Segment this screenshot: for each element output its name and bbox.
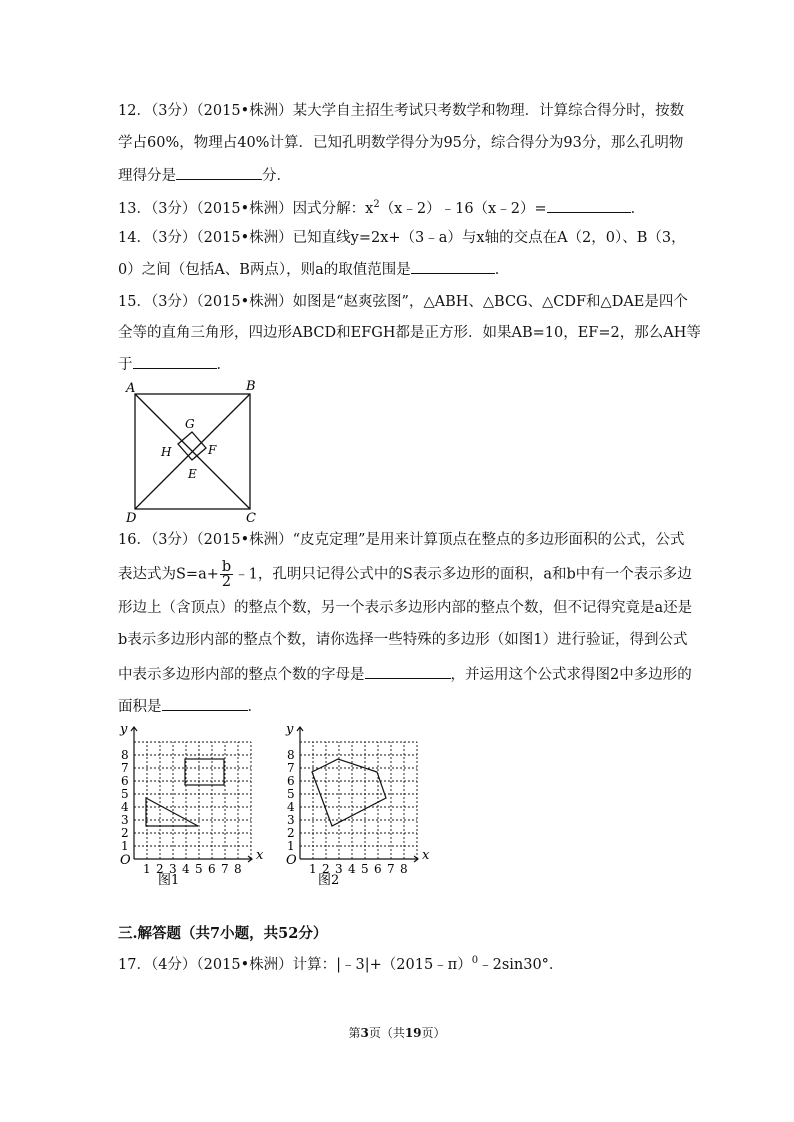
q13-answer-blank[interactable] xyxy=(547,198,631,213)
label-a: A xyxy=(126,381,136,396)
q17-sup: 0 xyxy=(471,955,479,967)
y-tick-label: 8 xyxy=(121,748,129,762)
q17 xyxy=(118,955,678,975)
x-tick-label: 5 xyxy=(361,862,369,876)
q16-line5-pre: 中表示多边形内部的整点个数的字母是 xyxy=(118,667,365,683)
y-tick-label: 7 xyxy=(121,761,129,775)
y-tick-label: 2 xyxy=(287,826,295,840)
x-tick-label: 8 xyxy=(400,862,408,876)
q15-line3 xyxy=(118,354,678,375)
footer-pre: 第 xyxy=(348,1026,361,1040)
q12-answer-blank[interactable] xyxy=(176,165,262,180)
q14-answer-blank[interactable] xyxy=(411,259,495,274)
q14-line2-post: ． xyxy=(494,262,510,278)
fig1-caption: 图1 xyxy=(158,873,180,888)
x-tick-label: 3 xyxy=(335,862,343,876)
y-tick-label: 3 xyxy=(121,813,129,827)
footer-mid: 页（共 xyxy=(368,1026,405,1040)
y-tick-label: 1 xyxy=(287,839,295,853)
label-g: G xyxy=(185,417,195,431)
q16-area-blank[interactable] xyxy=(162,696,248,711)
q15-line3-pre: 于 xyxy=(118,357,133,373)
fraction-b-over-2 xyxy=(220,560,233,589)
q12-line2: 学占60%，物理占40%计算．已知孔明数学得分为95分，综合得分为93分，那么孔明物 xyxy=(118,135,684,151)
q17-post: ﹣2sin30°． xyxy=(478,957,564,973)
q12-line3-pre: 理得分是 xyxy=(118,168,176,184)
origin-label: O xyxy=(120,853,131,868)
y-tick-label: 6 xyxy=(121,774,129,788)
origin-label: O xyxy=(286,853,297,868)
y-axis-label: y xyxy=(286,722,294,737)
y-tick-label: 6 xyxy=(287,774,295,788)
q17-pre: 17．（4分）（2015•株洲）计算：|﹣3|+（2015﹣π） xyxy=(118,957,472,973)
y-tick-label: 1 xyxy=(121,839,129,853)
square-efgh xyxy=(178,432,206,460)
fig2-pentagon xyxy=(312,759,386,826)
q13-post: ． xyxy=(630,201,646,217)
x-tick-label: 7 xyxy=(221,862,229,876)
q12-line1: 12．（3分）（2015•株洲）某大学自主招生考试只考数学和物理．计算综合得分时，按数 xyxy=(118,103,685,119)
q15-line1: 15．（3分）（2015•株洲）如图是“赵爽弦图”，△ABH、△BCG、△CDF和△DAE是四个 xyxy=(118,294,688,310)
q12-line3 xyxy=(118,165,678,186)
x-axis-label: x xyxy=(422,848,430,863)
label-c: C xyxy=(246,511,256,524)
figure-1-grid xyxy=(112,722,272,892)
q16-line6-pre: 面积是 xyxy=(118,699,162,715)
y-tick-label: 2 xyxy=(121,826,129,840)
frac-den: 2 xyxy=(221,574,232,590)
q13-mid: （x﹣2）﹣16（x﹣2）= xyxy=(379,201,547,217)
y-tick-label: 5 xyxy=(287,787,295,801)
x-tick-label: 6 xyxy=(208,862,216,876)
x-tick-label: 1 xyxy=(309,862,317,876)
q16-line5-post: ，并运用这个公式求得图2中多边形的 xyxy=(450,667,692,683)
x-axis-label: x xyxy=(256,848,264,863)
y-tick-label: 4 xyxy=(287,800,295,814)
x-tick-label: 8 xyxy=(234,862,242,876)
x-tick-label: 1 xyxy=(143,862,151,876)
label-f: F xyxy=(208,443,217,457)
y-tick-label: 3 xyxy=(287,813,295,827)
q13 xyxy=(118,198,678,219)
fig1-triangle xyxy=(146,798,198,826)
q16-line4: b表示多边形内部的整点个数，请你选择一些特殊的多边形（如图1）进行验证，得到公式 xyxy=(118,632,688,648)
y-tick-label: 4 xyxy=(121,800,129,814)
y-tick-label: 7 xyxy=(287,761,295,775)
q14-line1: 14．（3分）（2015•株洲）已知直线y=2x+（3﹣a）与x轴的交点在A（2，0）、B（3， xyxy=(118,230,686,246)
fig2-caption: 图2 xyxy=(318,873,340,888)
x-tick-label: 4 xyxy=(182,862,190,876)
footer-page-number: 3 xyxy=(360,1026,369,1040)
x-tick-label: 7 xyxy=(387,862,395,876)
q15-line3-post: ． xyxy=(216,357,231,373)
q16-line6 xyxy=(118,696,678,717)
q16-line1: 16．（3分）（2015•株洲）“皮克定理”是用来计算顶点在整点的多边形面积的公式，公式 xyxy=(118,532,685,548)
q16-line5 xyxy=(118,664,692,685)
q15-answer-blank[interactable] xyxy=(133,354,217,369)
q16-line3: 形边上（含顶点）的整点个数，另一个表示多边形内部的整点个数，但不记得究竟是a还是 xyxy=(118,600,693,616)
footer-post: 页） xyxy=(421,1026,446,1040)
q16-line6-post: ． xyxy=(247,699,262,715)
x-tick-label: 4 xyxy=(348,862,356,876)
label-e: E xyxy=(188,467,197,481)
y-axis-label: y xyxy=(120,722,128,737)
x-tick-label: 6 xyxy=(374,862,382,876)
x-tick-label: 5 xyxy=(195,862,203,876)
zhao-shuang-figure xyxy=(120,376,270,524)
q12-line3-post: 分． xyxy=(262,168,291,184)
label-d: D xyxy=(126,511,137,524)
q16-line2 xyxy=(118,559,692,590)
q14-line2 xyxy=(118,259,678,280)
figure-2-grid xyxy=(278,722,438,892)
q14-line2-pre: 0）之间（包括A、B两点），则a的取值范围是 xyxy=(118,262,411,278)
q16-letter-blank[interactable] xyxy=(365,664,451,679)
q15-line2: 全等的直角三角形，四边形ABCD和EFGH都是正方形．如果AB=10，EF=2，那么AH等 xyxy=(118,325,701,341)
y-tick-label: 8 xyxy=(287,748,295,762)
frac-num: b xyxy=(221,559,232,575)
y-tick-label: 5 xyxy=(121,787,129,801)
x-tick-label: 2 xyxy=(156,862,164,876)
q13-sup: 2 xyxy=(373,199,380,211)
q16-line2-pre: 表达式为S=a+ xyxy=(118,566,219,583)
q13-pre: 13．（3分）（2015•株洲）因式分解：x xyxy=(118,201,374,217)
label-b: B xyxy=(246,379,256,394)
x-tick-label: 2 xyxy=(322,862,330,876)
page-footer xyxy=(0,1024,794,1041)
label-h: H xyxy=(161,445,172,459)
x-tick-label: 3 xyxy=(169,862,177,876)
q16-line2-post: ﹣1，孔明只记得公式中的S表示多边形的面积，a和b中有一个表示多边 xyxy=(234,566,692,583)
footer-total-pages: 19 xyxy=(404,1026,422,1040)
section-3-heading: 三.解答题（共7小题，共52分） xyxy=(118,925,328,942)
